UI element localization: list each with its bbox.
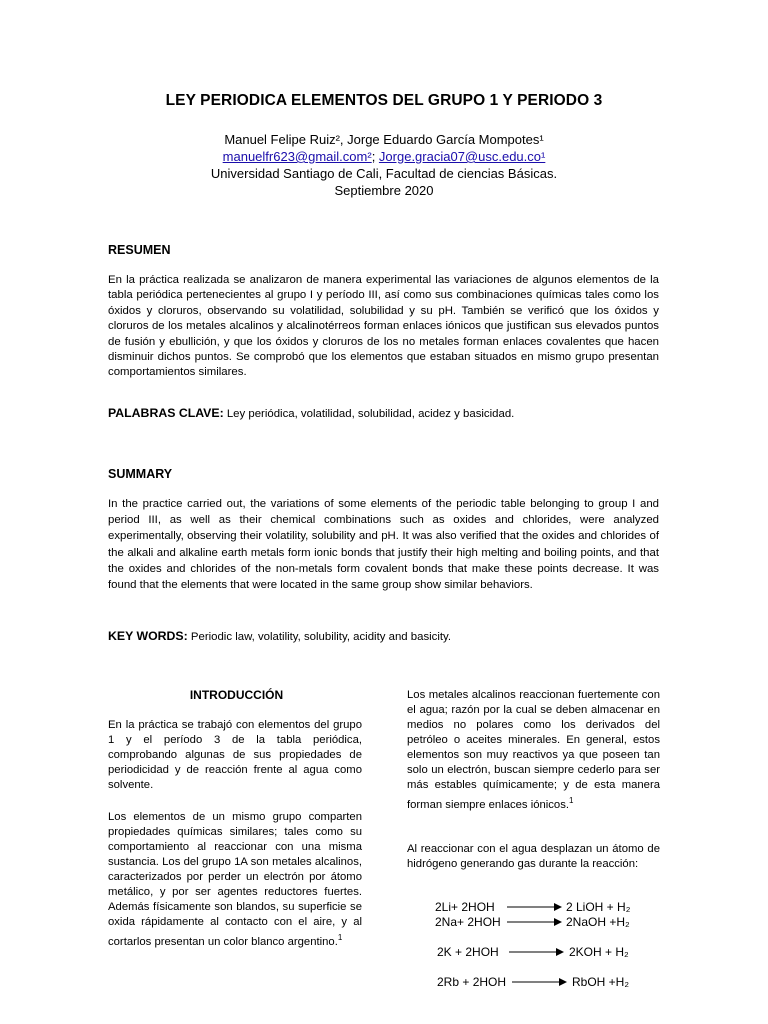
palabras-clave-text: Ley periódica, volatilidad, solubilidad, acidez y basicidad. xyxy=(223,408,515,420)
reaction-arrow-icon xyxy=(507,946,567,958)
date: Septiembre 2020 xyxy=(334,183,434,198)
introduccion-paragraph-2 xyxy=(108,810,362,950)
introduccion-paragraph-2-text: Los elementos de un mismo grupo comparten propiedades químicas similares; tales como su comportamiento al reaccionar con una misma sustancia. Los del grupo 1A son metales alcalinos, caracterizados por perder un electrón por átomo metálico, y por ser agentes reductores fuertes. Además físicamente son blandos, su superficie se oxida rápidamente al contacto con el aire, y al cortarlos presentan un color blanco argentino. xyxy=(108,811,362,948)
introduccion-heading: INTRODUCCIÓN xyxy=(189,688,284,702)
equation-1-reactants: 2Li+ 2HOH xyxy=(435,900,495,914)
right-paragraph-2: Al reaccionar con el agua desplazan un átomo de hidrógeno generando gas durante la reacción: xyxy=(407,843,660,870)
email-separator: ; xyxy=(371,149,379,164)
introduccion-paragraph-1: En la práctica se trabajó con elementos del grupo 1 y el período 3 de la tabla periódica, comprobando algunas de sus propiedades de periodicidad y de reacción frente al agua como solvente. xyxy=(108,719,362,791)
equation-2-reactants: 2Na+ 2HOH xyxy=(435,915,501,929)
footnote-ref: 1 xyxy=(337,933,343,942)
equation-2-products: 2NaOH +H₂ xyxy=(566,915,630,929)
footnote-ref: 1 xyxy=(569,796,574,805)
key-words-label: KEY WORDS: xyxy=(108,629,188,643)
equation-4-reactants: 2Rb + 2HOH xyxy=(437,975,507,989)
paper-title: LEY PERIODICA ELEMENTOS DEL GRUPO 1 Y PERIODO 3 xyxy=(165,92,603,109)
equation-4-products: RbOH +H₂ xyxy=(572,975,630,989)
palabras-clave xyxy=(108,406,514,420)
equation-1-products: 2 LiOH + H₂ xyxy=(566,900,631,914)
equation-3-reactants: 2K + 2HOH xyxy=(437,945,499,959)
reaction-arrow-icon xyxy=(510,976,570,988)
email-link-1[interactable]: manuelfr623@gmail.com² xyxy=(222,149,372,164)
reaction-arrow-icon xyxy=(505,901,565,913)
palabras-clave-label: PALABRAS CLAVE: xyxy=(108,406,224,420)
key-words xyxy=(108,629,451,643)
authors: Manuel Felipe Ruiz², Jorge Eduardo García Mompotes¹ xyxy=(224,132,544,147)
email-link-2[interactable]: Jorge.gracia07@usc.edu.co¹ xyxy=(378,149,546,164)
right-paragraph-1 xyxy=(407,688,660,813)
resumen-text: En la práctica realizada se analizaron de manera experimental las variaciones de algunos elementos de la tabla periódica pertenecientes al grupo I y período III, así como sus combinaciones químicas tales como los óxidos y cloruros, observando su volatilidad, solubilidad y su pH. También se verificó que los óxidos y cloruros de los metales alcalinos y alcalinotérreos forman enlaces iónicos que justifican sus elevados puntos de fusión y ebullición, y que los óxidos y cloruros de los no metales forman enlaces covalentes que hacen disminuir dichos puntos. Se comprobó que los elementos que estaban situados en mismo grupo presentan comportamientos similares. xyxy=(108,274,659,379)
summary-heading: SUMMARY xyxy=(108,467,173,481)
reaction-arrow-icon xyxy=(505,916,565,928)
resumen-heading: RESUMEN xyxy=(108,243,171,257)
right-paragraph-1-text: Los metales alcalinos reaccionan fuertemente con el agua; razón por la cual se deben almacenar en medios no polares como los derivados del petróleo o aceites minerales. En general, estos elementos son muy reactivos ya que poseen tan solo un electrón, buscan siempre cederlo para ser más estables químicamente; y de esta manera forman siempre enlaces iónicos. xyxy=(407,689,660,811)
summary-text: In the practice carried out, the variations of some elements of the periodic table belonging to group I and period III, as well as their chemical combinations such as oxides and chlorides, were analyzed experimentally, observing their volatility, solubility and pH. It was also verified that the oxides and chlorides of the alkali and alkaline earth metals form ionic bonds that justify their high melting and boiling points, and that the oxides and chlorides of the non-metals form covalent bonds that make these points decrease. It was found that the elements that were located in the same group show similar behaviors. xyxy=(108,498,659,592)
affiliation: Universidad Santiago de Cali, Facultad de ciencias Básicas. xyxy=(210,166,558,181)
equation-3-products: 2KOH + H₂ xyxy=(569,945,629,959)
author-emails xyxy=(0,149,768,164)
key-words-text: Periodic law, volatility, solubility, acidity and basicity. xyxy=(187,631,452,643)
